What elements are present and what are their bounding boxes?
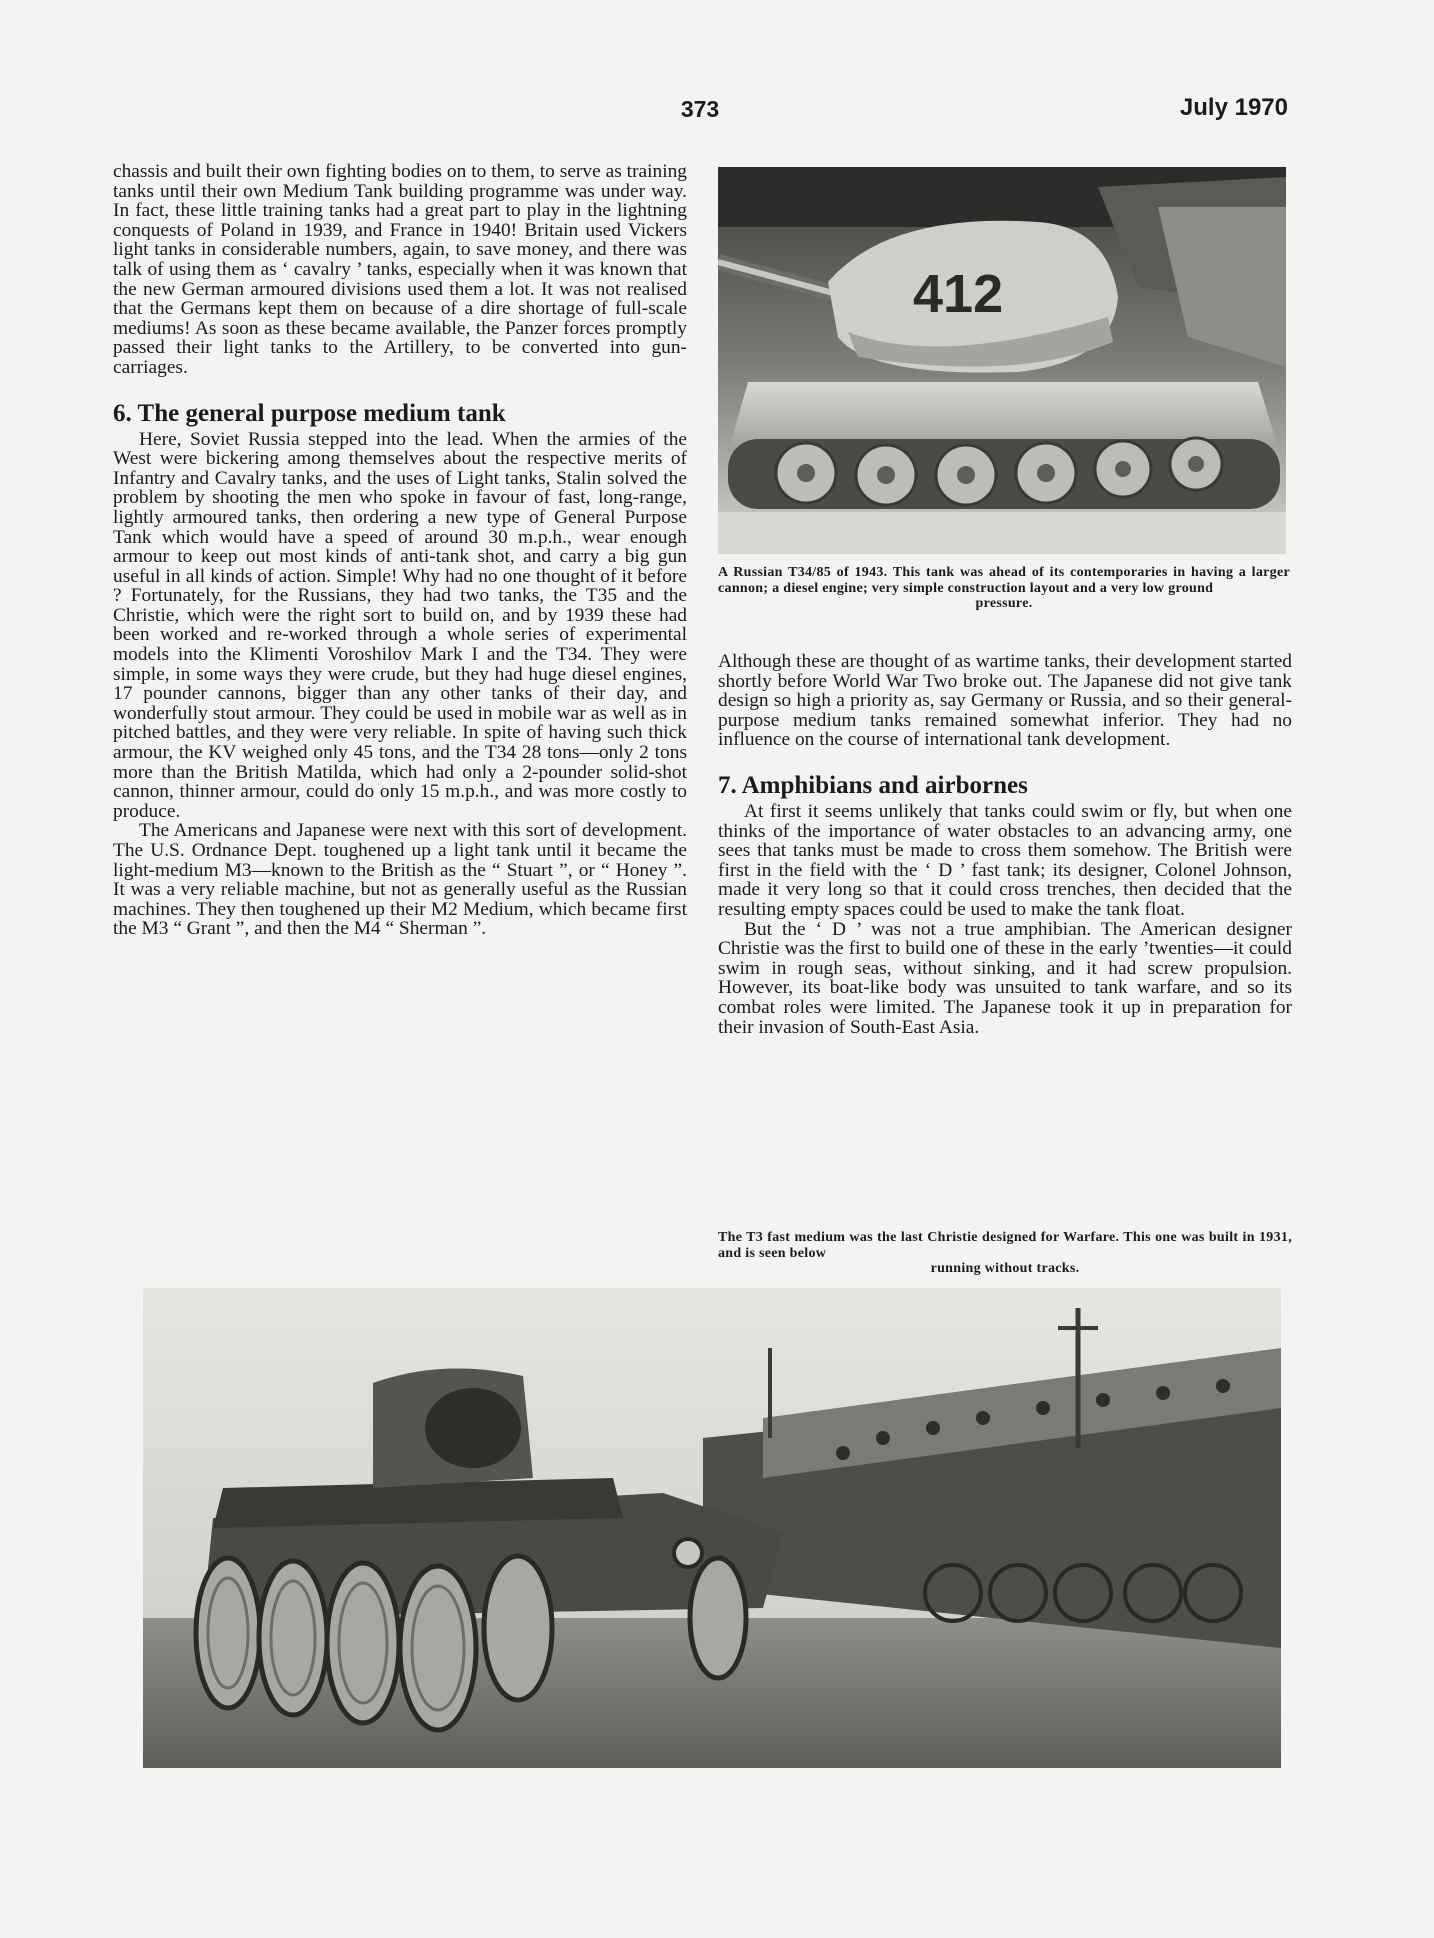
photo-caption-t34 — [718, 565, 1290, 612]
section-heading-amphibians: 7. Amphibians and airbornes — [718, 771, 1028, 799]
caption-text-end: running without tracks. — [930, 1261, 1080, 1276]
section-heading-general-purpose: 6. The general purpose medium tank — [113, 399, 506, 427]
page-number: 373 — [680, 96, 720, 122]
caption-text-end: pressure. — [975, 596, 1033, 611]
caption-text: A Russian T34/85 of 1943. This tank was ahead of its contemporaries in having a larger cannon; a diesel engine; very simple construction layout and a very low ground — [718, 565, 1290, 596]
christie-t3-tank-photo — [143, 1288, 1281, 1768]
turret-number: 412 — [913, 264, 1004, 324]
paragraph: The Americans and Japanese were next with this sort of development. The U.S. Ordnance Dept. toughened up a light tank until it became the light-medium M3—known to the British as the “ Stuart ”, or “ Honey ”. It was a very reliable machine, but not as generally useful as the Russian machines. They then toughened up their M2 Medium, which became first the M3 “ Grant ”, and then the M4 “ Sherman ”. — [113, 820, 687, 940]
caption-text: The T3 fast medium was the last Christie designed for Warfare. This one was built in 1931, and is seen below — [718, 1230, 1292, 1261]
photo-caption-t3 — [718, 1230, 1292, 1277]
t34-tank-photo — [718, 167, 1286, 554]
left-column — [113, 162, 687, 939]
paragraph: But the ‘ D ’ was not a true amphibian. The American designer Christie was the first to build one of these in the early ’twenties—it could swim in rough seas, without sinking, and it had screw propulsion. However, its boat-like body was unsuited to tank warfare, and so its combat roles were limited. The Japanese took it up in preparation for their invasion of South-East Asia. — [718, 918, 1292, 1038]
paragraph: At first it seems unlikely that tanks could swim or fly, but when one thinks of the importance of water obstacles to an advancing army, one sees that tanks must be made to cross them somehow. The British were first in the field with the ‘ D ’ fast tank; its designer, Colonel Johnson, made it very long so that it could cross trenches, then decided that the resulting empty spaces could be used to make the tank float. — [718, 800, 1292, 920]
issue-date: July 1970 — [1179, 94, 1288, 121]
paragraph: Here, Soviet Russia stepped into the lead. When the armies of the West were bickering among themselves about the respective merits of Infantry and Cavalry tanks, and the uses of Light tanks, Stalin solved the problem by shooting the men who spoke in favour of fast, long-range, lightly armoured tanks, then ordering a new type of General Purpose Tank which would have a speed of around 30 m.p.h., wear enough armour to keep out most kinds of anti-tank shot, and carry a big gun useful in all kinds of action. Simple! Why had no one thought of it before ? Fortunately, for the Russians, they had two tanks, the T35 and the Christie, which were the right sort to build on, and by 1939 these had been worked and re-worked through a whole series of experimental models into the Klimenti Voroshilov Mark I and the T34. They were simple, in some ways they were crude, but they had huge diesel engines, 17 pounder cannons, bigger than any other tanks of their day, and wonderfully stout armour. They could be used in mobile war as well as in pitched battles, and they were very reliable. In spite of having such thick armour, the KV weighed only 45 tons, and the T34 28 tons—only 2 tons more than the British Matilda, which had only a 2-pounder solid-shot cannon, thinner armour, could do only 15 m.p.h., and was more costly to produce. — [113, 428, 687, 822]
paragraph: Although these are thought of as wartime tanks, their development started shortly before World War Two broke out. The Japanese did not give tank design so high a priority as, say Germany or Russia, and so their general-purpose medium tanks remained somewhat inferior. They had no influence on the course of international tank development. — [718, 651, 1292, 751]
paragraph: chassis and built their own fighting bodies on to them, to serve as training tanks until their own Medium Tank building programme was under way. In fact, these little training tanks had a great part to play in the lightning conquests of Poland in 1939, and France in 1940! Britain used Vickers light tanks in considerable numbers, again, to save money, and there was talk of using them as ‘ cavalry ’ tanks, especially when it was known that the new German armoured divisions used them a lot. It was not realised that the Germans kept them on because of a dire shortage of full-scale mediums! As soon as these became available, the Panzer forces promptly passed their light tanks to the Artillery, to be converted into gun-carriages. — [113, 161, 687, 378]
right-column — [718, 652, 1292, 1037]
